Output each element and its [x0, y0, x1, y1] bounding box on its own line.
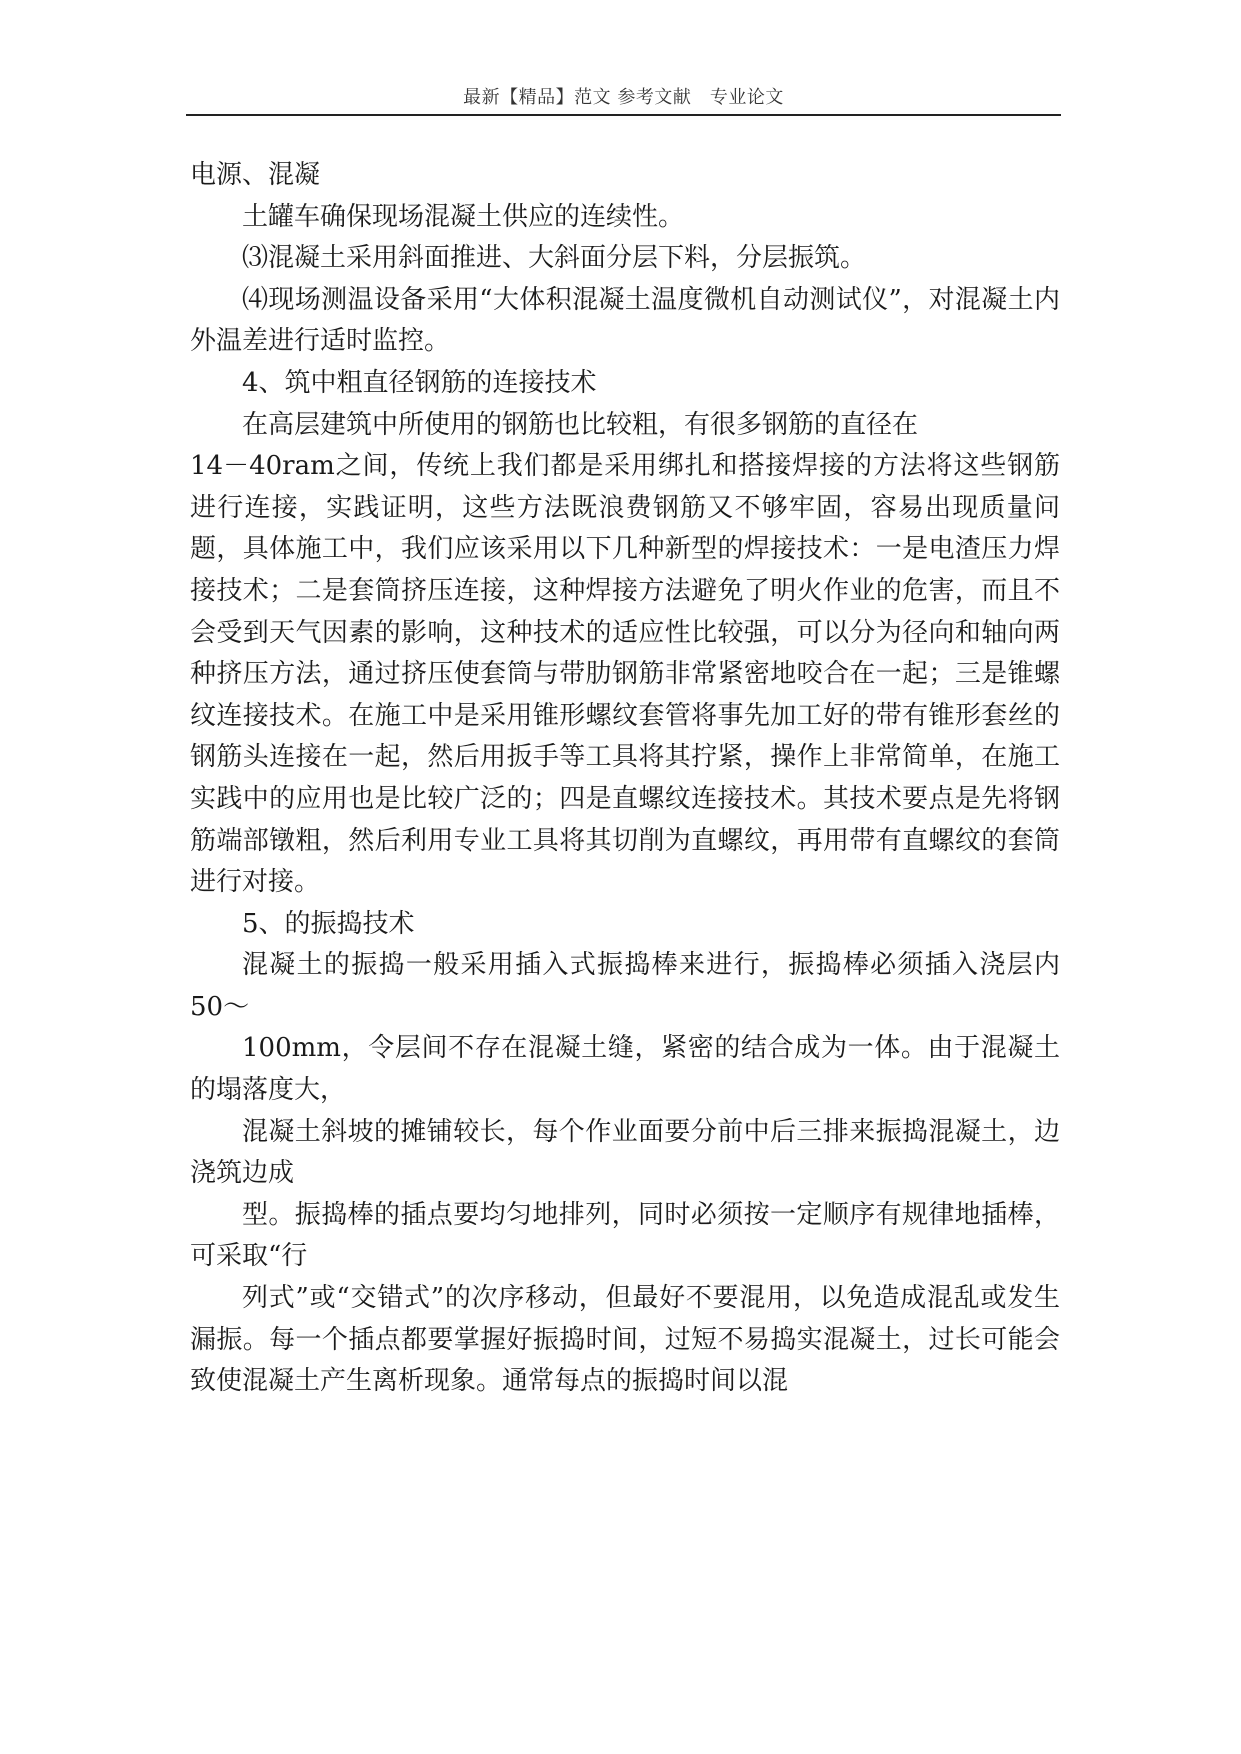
paragraph: 在高层建筑中所使用的钢筋也比较粗，有很多钢筋的直径在	[242, 409, 919, 440]
header-divider	[186, 114, 1061, 116]
paragraph: 100mm，令层间不存在混凝土缝，紧密的结合成为一体。由于混凝土的塌落度大，	[190, 1033, 1060, 1106]
paragraph: ⑶混凝土采用斜面推进、大斜面分层下料，分层振筑。	[242, 243, 867, 274]
paragraph: ⑷现场测温设备采用“大体积混凝土温度微机自动测试仪”，对混凝土内外温差进行适时监控。	[190, 284, 1060, 357]
page-header: 最新【精品】范文 参考文献 专业论文	[463, 87, 784, 108]
section-heading: 5、的振捣技术	[242, 908, 415, 939]
paragraph: 列式”或“交错式”的次序移动，但最好不要混用，以免造成混乱或发生漏振。每一个插点都要掌握好振捣时间，过短不易捣实混凝土，过长可能会致使混凝土产生离析现象。通常每点的振捣时间以混	[190, 1283, 1060, 1397]
paragraph: 型。振捣棒的插点要均匀地排列，同时必须按一定顺序有规律地插棒，可采取“行	[190, 1199, 1060, 1272]
paragraph: 混凝土的振捣一般采用插入式振捣棒来进行，振捣棒必须插入浇层内 50～	[190, 950, 1060, 1022]
section-heading: 4、筑中粗直径钢筋的连接技术	[242, 367, 597, 398]
paragraph: 土罐车确保现场混凝土供应的连续性。	[242, 201, 685, 232]
document-body	[190, 155, 1060, 1403]
paragraph: 14－40ram之间，传统上我们都是采用绑扎和搭接焊接的方法将这些钢筋进行连接，实践证明，这些方法既浪费钢筋又不够牢固，容易出现质量问题，具体施工中，我们应该采用以下几种新型的焊接技术：一是电渣压力焊接技术；二是套筒挤压连接，这种焊接方法避免了明火作业的危害，而且不会受到天气因素的影响，这种技术的适应性比较强，可以分为径向和轴向两种挤压方法，通过挤压使套筒与带肋钢筋非常紧密地咬合在一起；三是锥螺纹连接技术。在施工中是采用锥形螺纹套管将事先加工好的带有锥形套丝的钢筋头连接在一起，然后用扳手等工具将其拧紧，操作上非常简单，在施工实践中的应用也是比较广泛的；四是直螺纹连接技术。其技术要点是先将钢筋端部镦粗，然后利用专业工具将其切削为直螺纹，再用带有直螺纹的套筒进行对接。	[190, 451, 1060, 898]
paragraph: 混凝土斜坡的摊铺较长，每个作业面要分前中后三排来振捣混凝土，边浇筑边成	[190, 1116, 1060, 1189]
paragraph: 电源、混凝	[190, 160, 321, 190]
